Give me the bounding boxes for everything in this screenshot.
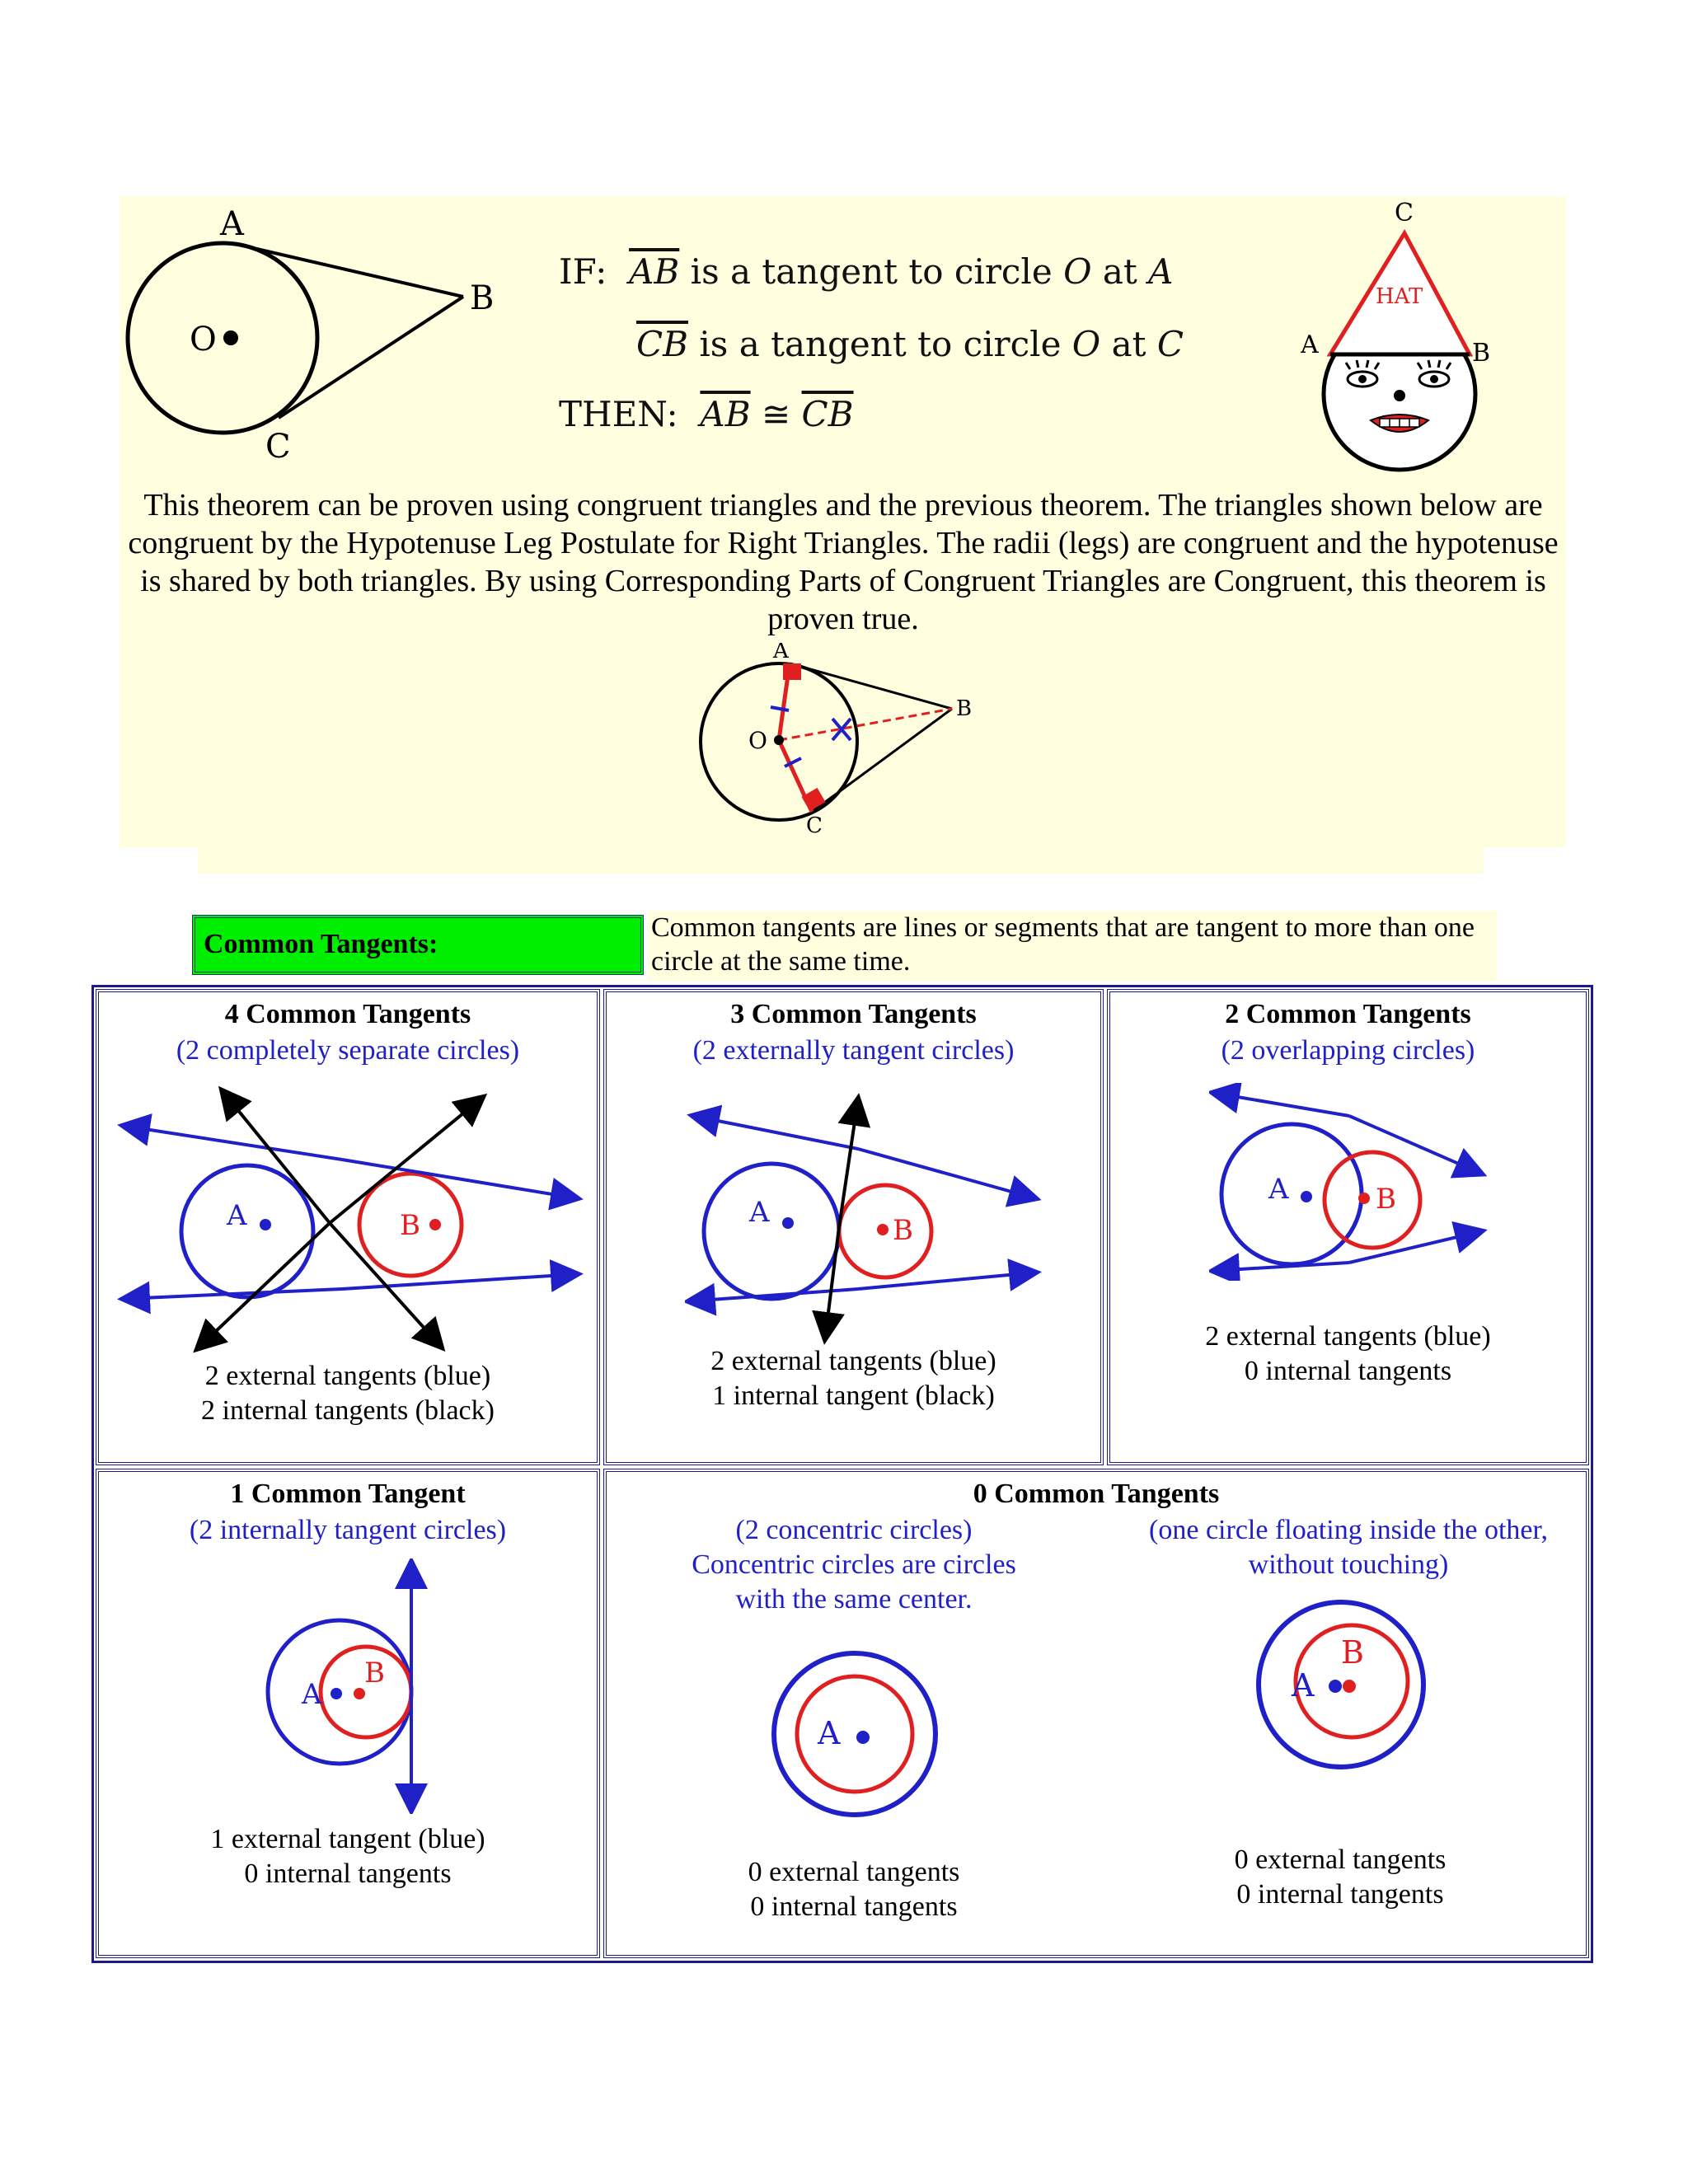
hat-label-b: B — [1472, 339, 1491, 368]
segment-ab: $\overline{AB}$ — [629, 251, 680, 292]
external-tangent-top-right — [342, 1160, 577, 1198]
floating-caption-2: 0 internal tangents — [1236, 1879, 1444, 1910]
center-a — [260, 1219, 271, 1230]
label-a: A — [302, 1678, 322, 1711]
cell-title: 3 Common Tangents — [730, 999, 977, 1029]
concentric-caption-2: 0 internal tangents — [750, 1891, 958, 1922]
caption-2: 2 internal tangents (black) — [201, 1395, 495, 1426]
circle-a — [181, 1165, 313, 1297]
cell-subtitle: (2 internally tangent circles) — [189, 1515, 507, 1545]
cell-title: 2 Common Tangents — [1225, 999, 1471, 1029]
cell-three-tangents — [603, 989, 1104, 1465]
line1-at: at — [1091, 251, 1149, 292]
common-tangents-table — [91, 985, 1593, 1963]
label-b: B — [1341, 1634, 1364, 1671]
center-a — [856, 1731, 870, 1744]
center-a — [1301, 1191, 1312, 1202]
cell-zero-tangents — [603, 1469, 1589, 1958]
center-b — [1343, 1680, 1356, 1693]
label-a: A — [1268, 1173, 1289, 1206]
nose-dot — [1394, 390, 1405, 401]
external-tangent-top-right — [1349, 1116, 1481, 1174]
then-segment-cb: $\overline{CB}$ — [801, 394, 854, 434]
circle-b — [1325, 1152, 1420, 1248]
cell-subtitle: (2 externally tangent circles) — [692, 1035, 1015, 1066]
floating-caption-1: 0 external tangents — [1234, 1844, 1447, 1875]
label-b: B — [400, 1209, 420, 1242]
external-tangent-bottom-right — [858, 1272, 1035, 1289]
proof-label-o: O — [748, 727, 767, 754]
proof-label-a: A — [773, 643, 789, 663]
external-tangent-top-left — [1213, 1093, 1349, 1116]
segment-cb: $\overline{CB}$ — [636, 324, 688, 364]
external-tangent-top-left — [124, 1126, 342, 1160]
right-angle-mark-a — [783, 663, 801, 680]
hat-label-a: A — [1301, 330, 1319, 359]
proof-tangent-cb — [812, 709, 952, 812]
caption-1: 2 external tangents (blue) — [204, 1361, 491, 1391]
caption-1: 1 external tangent (blue) — [210, 1824, 485, 1854]
center-o-dot — [223, 330, 238, 345]
theorem-second-line — [636, 324, 1184, 364]
cell-two-tangents — [1107, 989, 1589, 1465]
internal-tangent-2b — [198, 1223, 330, 1348]
line1-text: is a tangent to circle — [679, 251, 1064, 292]
circle-a — [1221, 1124, 1362, 1264]
proof-label-b: B — [956, 696, 973, 721]
concentric-subtitle-1: (2 concentric circles) — [735, 1515, 973, 1545]
line2-at: at — [1100, 324, 1157, 364]
hat-label-c: C — [1395, 199, 1414, 227]
common-tangents-description: Common tangents are lines or segments that are tangent to more than one circle at the same time. — [648, 911, 1497, 981]
floating-subtitle-2: without touching) — [1248, 1549, 1449, 1580]
internal-tangent-up — [839, 1099, 858, 1227]
cell-subtitle: (2 overlapping circles) — [1221, 1035, 1475, 1066]
theorem-if-line — [559, 251, 1173, 292]
internal-tangent-down — [825, 1227, 839, 1338]
external-tangent-top-right — [858, 1149, 1035, 1198]
if-label: IF: — [559, 251, 607, 292]
cell-subtitle: (2 completely separate circles) — [176, 1035, 520, 1066]
concentric-caption-1: 0 external tangents — [748, 1857, 960, 1887]
center-a — [782, 1217, 794, 1229]
label-b: B — [1376, 1183, 1396, 1216]
caption-2: 1 internal tangent (black) — [712, 1380, 995, 1411]
label-b: B — [893, 1214, 913, 1247]
theorem-box-tail — [198, 841, 1484, 874]
concentric-subtitle-3: with the same center. — [735, 1584, 973, 1615]
center-b — [877, 1224, 889, 1235]
proof-paragraph: This theorem can be proven using congruent triangles and the previous theorem. The triangles shown below are congruent by the Hypotenuse Leg Postulate for Right Triangles. The radii (legs) are congruent and the hypotenuse is shared by both triangles. By using Corresponding Parts of Congruent Triangles are Congruent, this theorem is proven true. — [128, 488, 1559, 636]
line1-circle: O — [1063, 251, 1092, 292]
four-tangents-diagram — [115, 1083, 593, 1355]
proof-tangent-ab — [790, 663, 952, 709]
theorem-then-line — [559, 394, 854, 434]
label-c: C — [265, 428, 291, 466]
hat-label: HAT — [1376, 284, 1423, 309]
line2-text: is a tangent to circle — [688, 324, 1072, 364]
congruent-symbol: ≅ — [761, 394, 791, 434]
then-label: THEN: — [559, 394, 678, 434]
floating-circles-diagram — [1254, 1596, 1436, 1777]
label-o: O — [190, 321, 217, 359]
center-a — [331, 1688, 342, 1699]
caption-2: 0 internal tangents — [1244, 1356, 1452, 1386]
cell-four-tangents — [96, 989, 600, 1465]
center-a — [1329, 1680, 1342, 1693]
cell-title: 4 Common Tangents — [224, 999, 471, 1029]
circle-a — [704, 1164, 839, 1299]
common-tangents-label: Common Tangents: — [192, 915, 644, 975]
proof-center-dot — [774, 735, 784, 745]
label-a: A — [220, 205, 244, 243]
label-b: B — [470, 279, 495, 317]
label-a: A — [749, 1196, 770, 1229]
label-a: A — [1292, 1667, 1315, 1704]
tangent-diagram — [124, 202, 519, 474]
three-tangents-diagram — [685, 1083, 1048, 1347]
label-a: A — [227, 1199, 247, 1232]
floating-subtitle-1: (one circle floating inside the other, — [1149, 1515, 1548, 1545]
inner-circle — [797, 1676, 912, 1792]
congruence-tick-oa — [771, 707, 789, 710]
proof-diagram — [692, 643, 989, 837]
center-b — [354, 1688, 365, 1699]
center-b — [429, 1219, 441, 1230]
caption-2: 0 internal tangents — [244, 1858, 452, 1889]
two-tangents-diagram — [1209, 1083, 1489, 1281]
line2-circle: O — [1071, 324, 1101, 364]
circle-o — [128, 243, 317, 433]
tangent-ab — [239, 245, 463, 297]
concentric-subtitle-2: Concentric circles are circles — [692, 1549, 1016, 1580]
tangent-cb — [279, 297, 463, 418]
label-b: B — [364, 1657, 385, 1690]
hat-face-illustration — [1301, 196, 1507, 476]
one-tangent-diagram — [264, 1558, 462, 1814]
cell-title: 0 Common Tangents — [973, 1479, 1220, 1509]
cell-one-tangent — [96, 1469, 600, 1958]
caption-1: 2 external tangents (blue) — [1205, 1321, 1491, 1352]
external-tangent-top-left — [693, 1116, 858, 1149]
hypotenuse-ob — [779, 709, 952, 740]
line2-point: C — [1156, 324, 1184, 364]
caption-1: 2 external tangents (blue) — [710, 1346, 996, 1376]
then-segment-ab: $\overline{AB}$ — [700, 394, 751, 434]
concentric-circles-diagram — [768, 1645, 950, 1826]
label-a: A — [818, 1715, 841, 1751]
cell-title: 1 Common Tangent — [230, 1479, 466, 1509]
center-b — [1358, 1193, 1370, 1204]
proof-label-c: C — [806, 813, 823, 837]
line1-point: A — [1148, 251, 1174, 292]
